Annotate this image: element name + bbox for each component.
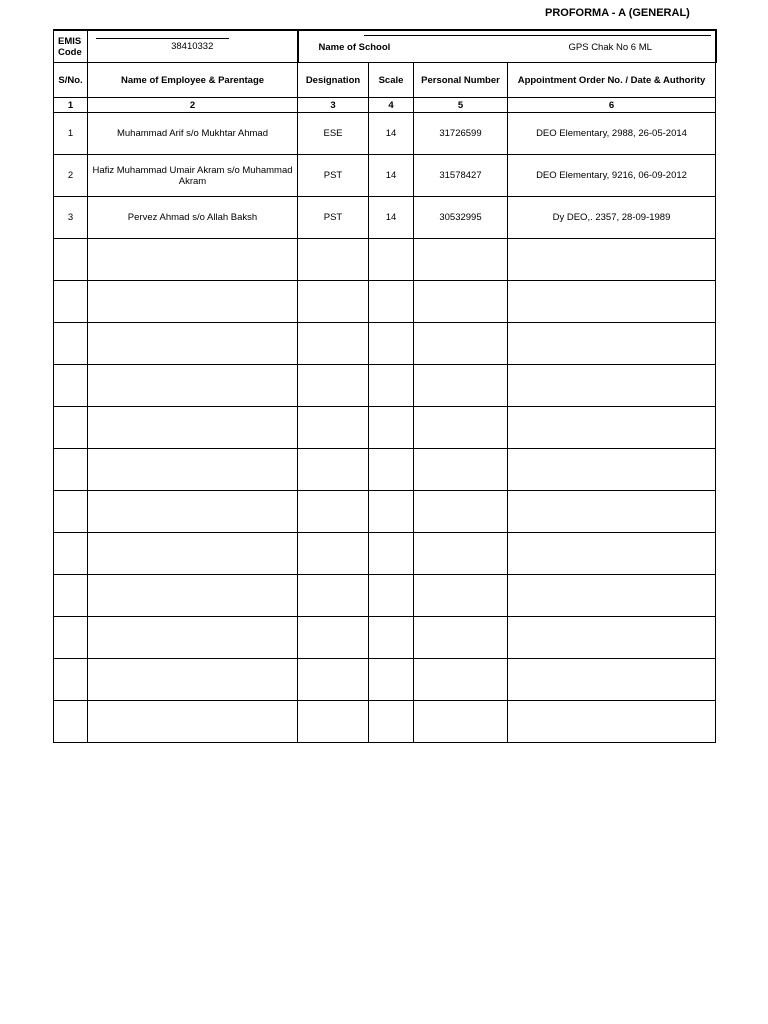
personal-number-cell: 31726599: [414, 113, 508, 155]
scale-cell: [369, 365, 414, 407]
emis-code-value: [88, 30, 298, 63]
personal-number-cell: 30532995: [414, 197, 508, 239]
employee-name-cell: [88, 449, 298, 491]
designation-header: Designation: [298, 63, 369, 98]
header-row: [54, 63, 716, 98]
sno-cell: [54, 239, 88, 281]
appointment-cell: Dy DEO,. 2357, 28-09-1989: [508, 197, 716, 239]
sno-cell: [54, 659, 88, 701]
table-row: [54, 617, 716, 659]
scale-cell: [369, 701, 414, 743]
table-row: [54, 239, 716, 281]
appointment-cell: [508, 659, 716, 701]
employee-name-cell: [88, 281, 298, 323]
sno-cell: [54, 617, 88, 659]
school-name-value: GPS Chak No 6 ML: [568, 42, 652, 53]
personal-number-header: Personal Number: [414, 63, 508, 98]
employee-name-cell: Pervez Ahmad s/o Allah Baksh: [88, 197, 298, 239]
designation-cell: [298, 533, 369, 575]
table-row: [54, 701, 716, 743]
table-row: [54, 533, 716, 575]
scale-cell: 14: [369, 155, 414, 197]
employee-name-cell: [88, 407, 298, 449]
table-row: [54, 155, 716, 197]
employee-name-cell: [88, 323, 298, 365]
designation-cell: PST: [298, 155, 369, 197]
scale-cell: [369, 617, 414, 659]
employee-name-cell: [88, 533, 298, 575]
table-row: [54, 365, 716, 407]
designation-cell: [298, 617, 369, 659]
table-row: [54, 575, 716, 617]
appointment-cell: [508, 701, 716, 743]
scale-cell: 14: [369, 113, 414, 155]
designation-cell: [298, 701, 369, 743]
proforma-title: PROFORMA - A (GENERAL): [545, 7, 690, 19]
sno-cell: [54, 575, 88, 617]
column-number: 3: [298, 98, 369, 113]
sno-cell: [54, 449, 88, 491]
personal-number-cell: [414, 533, 508, 575]
designation-cell: [298, 323, 369, 365]
designation-cell: [298, 575, 369, 617]
column-number: 6: [508, 98, 716, 113]
table-row: [54, 407, 716, 449]
designation-cell: [298, 281, 369, 323]
scale-cell: [369, 575, 414, 617]
personal-number-cell: 31578427: [414, 155, 508, 197]
scale-cell: [369, 323, 414, 365]
table-row: [54, 491, 716, 533]
personal-number-cell: [414, 617, 508, 659]
scale-cell: [369, 407, 414, 449]
designation-cell: [298, 449, 369, 491]
employee-name-header: Name of Employee & Parentage: [88, 63, 298, 98]
school-underline: [364, 35, 711, 36]
sno-cell: 3: [54, 197, 88, 239]
appointment-header: Appointment Order No. / Date & Authority: [508, 63, 716, 98]
column-number: 4: [369, 98, 414, 113]
scale-cell: 14: [369, 197, 414, 239]
employee-table: [53, 29, 717, 743]
table-row: [54, 449, 716, 491]
appointment-cell: [508, 365, 716, 407]
sno-cell: [54, 533, 88, 575]
employee-name-cell: Muhammad Arif s/o Mukhtar Ahmad: [88, 113, 298, 155]
sno-cell: 1: [54, 113, 88, 155]
sno-cell: [54, 407, 88, 449]
scale-cell: [369, 239, 414, 281]
personal-number-cell: [414, 323, 508, 365]
personal-number-cell: [414, 701, 508, 743]
personal-number-cell: [414, 449, 508, 491]
appointment-cell: [508, 323, 716, 365]
employee-name-cell: [88, 365, 298, 407]
scale-cell: [369, 449, 414, 491]
scale-cell: [369, 491, 414, 533]
personal-number-cell: [414, 659, 508, 701]
appointment-cell: [508, 533, 716, 575]
table-row: [54, 323, 716, 365]
appointment-cell: DEO Elementary, 9216, 06-09-2012: [508, 155, 716, 197]
designation-cell: [298, 365, 369, 407]
school-cell: [298, 30, 716, 63]
column-number: 5: [414, 98, 508, 113]
appointment-cell: [508, 575, 716, 617]
designation-cell: [298, 407, 369, 449]
appointment-cell: DEO Elementary, 2988, 26-05-2014: [508, 113, 716, 155]
scale-cell: [369, 281, 414, 323]
emis-code-label: EMIS Code: [54, 30, 88, 63]
designation-cell: [298, 659, 369, 701]
employee-name-cell: Hafiz Muhammad Umair Akram s/o Muhammad Akram: [88, 155, 298, 197]
personal-number-cell: [414, 575, 508, 617]
personal-number-cell: [414, 281, 508, 323]
appointment-cell: [508, 491, 716, 533]
sno-cell: [54, 281, 88, 323]
sno-cell: [54, 491, 88, 533]
column-number: 2: [88, 98, 298, 113]
scale-cell: [369, 659, 414, 701]
table-row: [54, 281, 716, 323]
employee-name-cell: [88, 491, 298, 533]
table-row: [54, 197, 716, 239]
appointment-cell: [508, 407, 716, 449]
employee-name-cell: [88, 617, 298, 659]
employee-name-cell: [88, 659, 298, 701]
sno-cell: [54, 323, 88, 365]
designation-cell: [298, 239, 369, 281]
employee-name-cell: [88, 575, 298, 617]
personal-number-cell: [414, 239, 508, 281]
personal-number-cell: [414, 407, 508, 449]
sno-header: S/No.: [54, 63, 88, 98]
table-row: [54, 113, 716, 155]
scale-cell: [369, 533, 414, 575]
info-row: [54, 30, 716, 63]
appointment-cell: [508, 449, 716, 491]
sno-cell: 2: [54, 155, 88, 197]
appointment-cell: [508, 617, 716, 659]
employee-name-cell: [88, 239, 298, 281]
sno-cell: [54, 365, 88, 407]
appointment-cell: [508, 281, 716, 323]
column-number: 1: [54, 98, 88, 113]
sno-cell: [54, 701, 88, 743]
table-row: [54, 659, 716, 701]
appointment-cell: [508, 239, 716, 281]
column-number-row: [54, 98, 716, 113]
personal-number-cell: [414, 365, 508, 407]
school-name-label: Name of School: [318, 42, 391, 53]
scale-header: Scale: [369, 63, 414, 98]
employee-name-cell: [88, 701, 298, 743]
personal-number-cell: [414, 491, 508, 533]
designation-cell: [298, 491, 369, 533]
designation-cell: ESE: [298, 113, 369, 155]
emis-underline: [96, 38, 229, 39]
emis-code-text: 38410332: [171, 41, 214, 52]
designation-cell: PST: [298, 197, 369, 239]
